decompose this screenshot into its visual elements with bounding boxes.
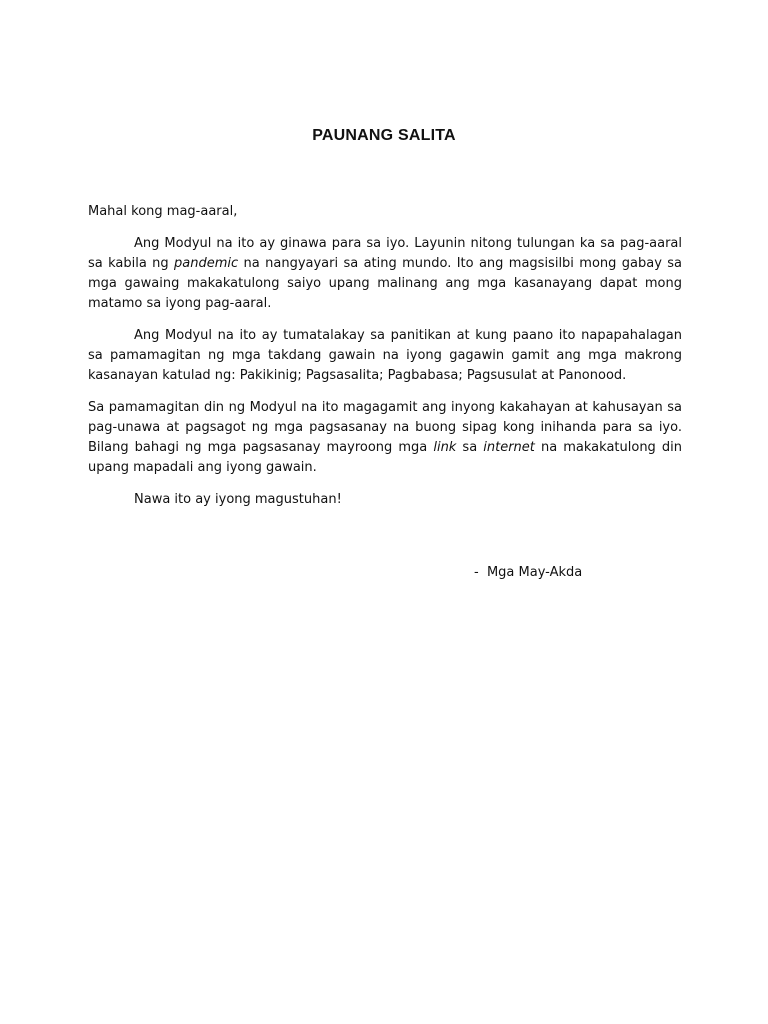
- page-title: PAUNANG SALITA: [312, 127, 456, 144]
- italic-term: pandemic: [174, 256, 239, 271]
- paragraph-text: na nangyayari sa ating mundo. Ito ang magsisilbi mong gabay sa mga gawaing makakatulong saiyo upang malinang ang mga kasanayang dapat mong matamo sa iyong pag-aaral.: [88, 256, 682, 311]
- document-body: [88, 202, 682, 510]
- closing-line: Nawa ito ay iyong magustuhan!: [134, 492, 342, 507]
- paragraph-text: na makakatulong din upang mapadali ang iyong gawain.: [88, 440, 682, 475]
- salutation: Mahal kong mag-aaral,: [88, 204, 238, 219]
- paragraph-text: sa: [456, 440, 484, 455]
- paragraph-3: [88, 398, 682, 478]
- paragraph-text: Ang Modyul na ito ay tumatalakay sa panitikan at kung paano ito napapahalagan sa pamamagitan ng mga takdang gawain na iyong gagawin gamit ang mga makrong kasanayan katulad ng: Pakikinig; Pagsasalita; Pagbabasa; Pagsusulat at Panonood.: [88, 328, 682, 383]
- paragraph-2: [88, 326, 682, 386]
- signature: - Mga May-Akda: [474, 565, 583, 580]
- italic-term: link: [433, 440, 457, 455]
- paragraph-text: Ang Modyul na ito ay ginawa para sa iyo. Layunin nitong tulungan ka sa pag-aaral sa kabila ng: [88, 236, 682, 271]
- paragraph-text: Sa pamamagitan din ng Modyul na ito magagamit ang inyong kakahayan at kahusayan sa pag-unawa at pagsagot ng mga pagsasanay na buong sipag kong inihanda para sa iyo. Bilang bahagi ng mga pagsasanay mayroong mga: [88, 400, 682, 455]
- italic-term: internet: [483, 440, 535, 455]
- paragraph-1: [88, 234, 682, 314]
